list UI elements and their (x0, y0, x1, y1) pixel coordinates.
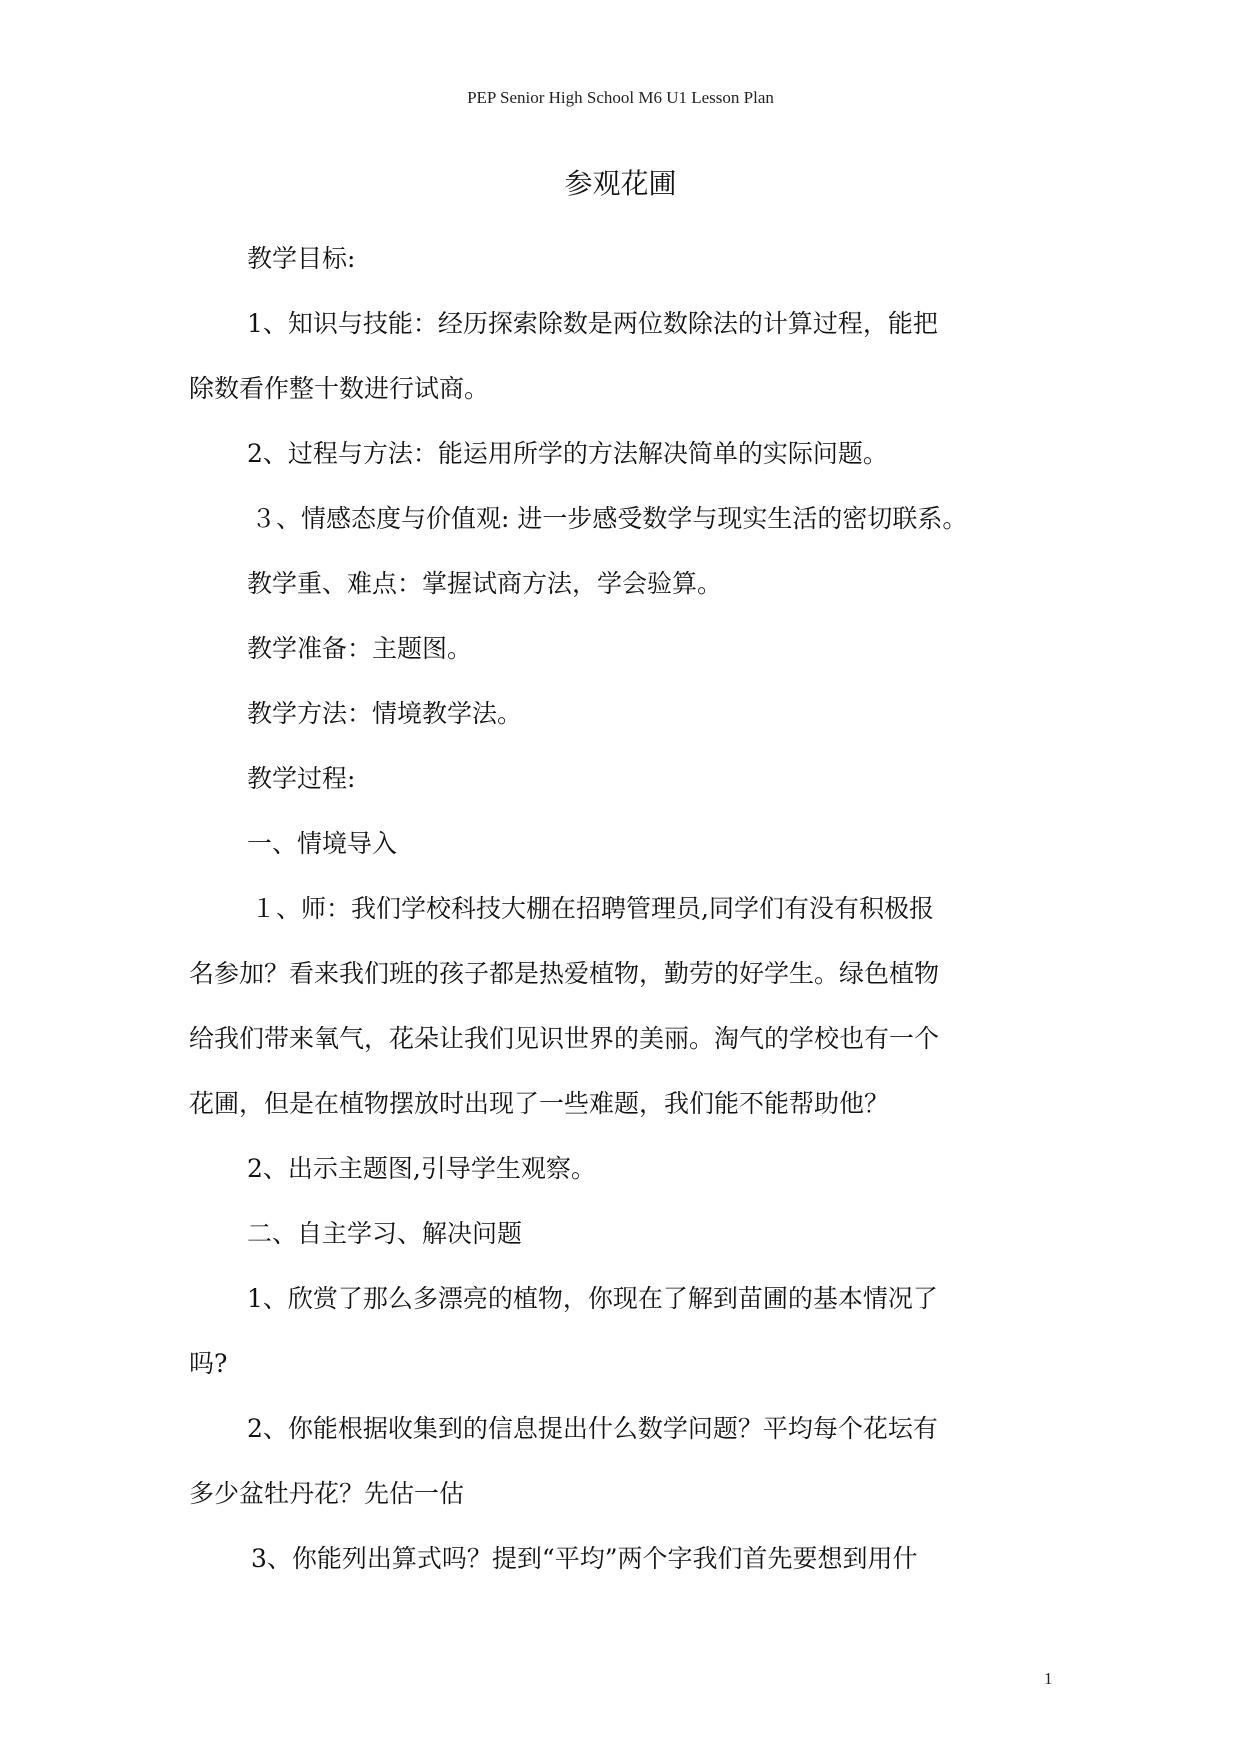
page-number: 1 (1044, 1669, 1053, 1688)
section-2-item-3-line-1: 3、你能列出算式吗？提到“平均”两个字我们首先要想到用什 (251, 1544, 918, 1573)
section-1-item-1-line-2: 名参加？看来我们班的孩子都是热爱植物，勤劳的好学生。绿色植物 (189, 959, 940, 988)
section-2-item-2-line-2: 多少盆牡丹花？先估一估 (189, 1479, 465, 1508)
section-1-item-1-line-1: １、师：我们学校科技大棚在招聘管理员,同学们有没有积极报 (251, 894, 934, 923)
objective-3: ３、情感态度与价值观: 进一步感受数学与现实生活的密切联系。 (251, 504, 968, 533)
section-1-item-1-line-4: 花圃，但是在植物摆放时出现了一些难题，我们能不能帮助他？ (189, 1089, 890, 1118)
section-1-heading: 一、情境导入 (247, 829, 398, 858)
section-1-item-1-line-3: 给我们带来氧气，花朵让我们见识世界的美丽。淘气的学校也有一个 (189, 1024, 940, 1053)
document-title: 参观花圃 (564, 167, 677, 200)
page-header: PEP Senior High School M6 U1 Lesson Plan (467, 88, 774, 107)
document-body (189, 226, 1059, 1591)
section-2-item-1-line-2: 吗? (189, 1349, 228, 1378)
process-heading: 教学过程: (247, 764, 356, 793)
section-1-item-2: 2、出示主题图,引导学生观察。 (247, 1154, 596, 1183)
section-2-heading: 二、自主学习、解决问题 (247, 1219, 523, 1248)
objective-2: 2、过程与方法：能运用所学的方法解决简单的实际问题。 (247, 439, 888, 468)
objective-1-line-2: 除数看作整十数进行试商。 (189, 374, 490, 403)
key-points: 教学重、难点：掌握试商方法，学会验算。 (247, 569, 723, 598)
preparation: 教学准备：主题图。 (247, 634, 473, 663)
objectives-heading: 教学目标: (247, 244, 356, 273)
objective-1-line-1: 1、知识与技能：经历探索除数是两位数除法的计算过程，能把 (247, 309, 938, 338)
section-2-item-1-line-1: 1、欣赏了那么多漂亮的植物，你现在了解到苗圃的基本情况了 (247, 1284, 938, 1313)
section-2-item-2-line-1: 2、你能根据收集到的信息提出什么数学问题？平均每个花坛有 (247, 1414, 938, 1443)
teaching-method: 教学方法：情境教学法。 (247, 699, 523, 728)
